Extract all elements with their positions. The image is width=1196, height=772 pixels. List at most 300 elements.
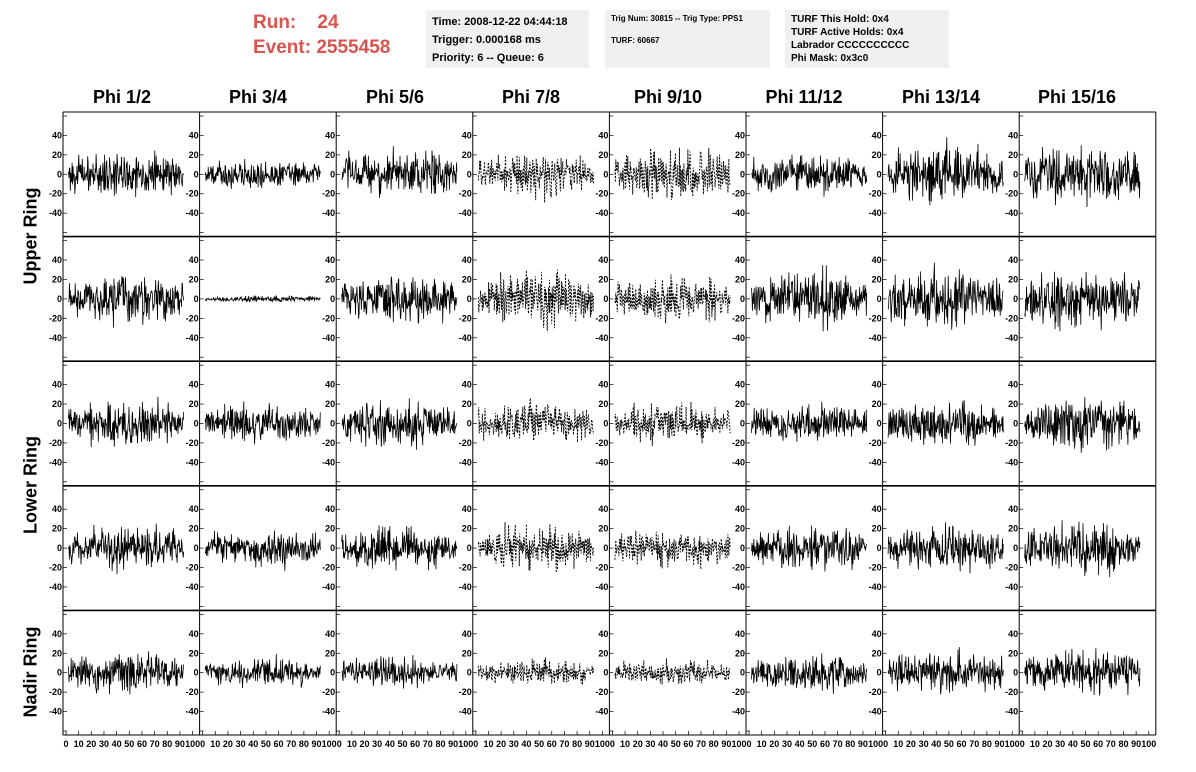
x-tick-label: 10 xyxy=(893,739,904,749)
y-tick-label: 20 xyxy=(461,149,472,160)
y-tick-label: 0 xyxy=(466,293,472,304)
y-tick-label: 0 xyxy=(56,169,62,180)
y-tick-label: 0 xyxy=(1013,543,1019,554)
y-tick-label: -40 xyxy=(868,457,882,468)
x-tick-label: 90 xyxy=(1131,739,1142,749)
waveform-trace-r3-c0 xyxy=(69,524,184,575)
y-tick-label: -20 xyxy=(731,437,745,448)
y-tick-label: 0 xyxy=(330,667,336,678)
x-tick-label: 50 xyxy=(534,739,545,749)
x-tick-label: 50 xyxy=(397,739,408,749)
y-tick-label: 20 xyxy=(871,523,882,534)
y-tick-label: -20 xyxy=(48,188,62,199)
y-tick-label: 0 xyxy=(739,293,745,304)
y-tick-label: -40 xyxy=(458,332,472,343)
turf-active-holds-text: TURF Active Holds: 0x4 xyxy=(791,27,904,38)
y-tick-label: 20 xyxy=(188,399,199,410)
waveform-trace-r0-c4 xyxy=(615,148,730,200)
y-tick-label: 40 xyxy=(51,379,62,390)
x-tick-label: 100 xyxy=(868,739,884,749)
x-tick-label: 20 xyxy=(359,739,370,749)
y-tick-label: -40 xyxy=(1005,208,1019,219)
y-tick-label: -20 xyxy=(322,437,336,448)
x-tick-label: 60 xyxy=(956,739,967,749)
x-tick-label: 80 xyxy=(162,739,173,749)
x-tick-label: 50 xyxy=(1080,739,1091,749)
x-tick-label: 40 xyxy=(248,739,259,749)
waveform-trace-r0-c5 xyxy=(752,155,867,197)
y-tick-label: 40 xyxy=(51,504,62,515)
waveform-trace-r0-c6 xyxy=(888,137,1003,205)
y-tick-label: 20 xyxy=(598,399,609,410)
phi-header-7-8: Phi 7/8 xyxy=(501,87,561,107)
x-tick-label: 70 xyxy=(1105,739,1116,749)
x-tick-label: 80 xyxy=(298,739,309,749)
x-tick-label: 20 xyxy=(86,739,97,749)
upper-ring-label: Upper Ring xyxy=(20,187,41,285)
y-tick-label: -40 xyxy=(48,581,62,592)
y-tick-label: -20 xyxy=(458,188,472,199)
y-tick-label: 40 xyxy=(325,504,336,515)
y-tick-label: 20 xyxy=(325,523,336,534)
phi-mask-text: Phi Mask: 0x3c0 xyxy=(791,53,869,64)
waveform-trace-r4-c1 xyxy=(205,654,320,688)
y-tick-label: -40 xyxy=(322,581,336,592)
y-tick-label: 0 xyxy=(193,667,199,678)
y-tick-label: 20 xyxy=(461,399,472,410)
x-tick-label: 40 xyxy=(794,739,805,749)
y-tick-label: 40 xyxy=(461,628,472,639)
x-tick-label: 80 xyxy=(435,739,446,749)
lower-ring-label: Lower Ring xyxy=(20,436,41,534)
x-tick-label: 20 xyxy=(222,739,233,749)
phi-header-1-2: Phi 1/2 xyxy=(92,87,152,107)
x-tick-label: 0 xyxy=(473,739,479,749)
y-tick-label: 20 xyxy=(1008,399,1019,410)
y-tick-label: 20 xyxy=(1008,149,1019,160)
y-tick-label: 20 xyxy=(734,274,745,285)
y-tick-label: 0 xyxy=(330,543,336,554)
y-tick-label: 0 xyxy=(603,667,609,678)
priority-text: Priority: 6 -- Queue: 6 xyxy=(432,52,544,64)
y-tick-label: 20 xyxy=(598,523,609,534)
y-tick-label: -20 xyxy=(731,188,745,199)
x-tick-label: 0 xyxy=(1019,739,1025,749)
y-tick-label: -40 xyxy=(731,208,745,219)
y-tick-label: 40 xyxy=(325,130,336,141)
y-tick-label: -40 xyxy=(868,208,882,219)
y-tick-label: 0 xyxy=(330,169,336,180)
x-tick-label: 100 xyxy=(185,739,201,749)
y-tick-label: 40 xyxy=(734,255,745,266)
x-tick-label: 20 xyxy=(1042,739,1053,749)
y-tick-label: 40 xyxy=(325,255,336,266)
phi-header-13-14: Phi 13/14 xyxy=(901,87,981,107)
x-tick-label: 20 xyxy=(905,739,916,749)
y-tick-label: 0 xyxy=(466,543,472,554)
y-tick-label: 40 xyxy=(598,628,609,639)
waveform-trace-r3-c4 xyxy=(615,531,730,570)
x-tick-label: 0 xyxy=(883,739,889,749)
y-tick-label: 40 xyxy=(51,130,62,141)
x-tick-label: 60 xyxy=(273,739,284,749)
y-tick-label: 0 xyxy=(603,418,609,429)
event-label: Event: xyxy=(253,37,312,58)
y-tick-label: 20 xyxy=(51,149,62,160)
y-tick-label: 40 xyxy=(51,255,62,266)
y-tick-label: 40 xyxy=(871,628,882,639)
waveform-trace-r1-c0 xyxy=(69,276,184,328)
y-tick-label: -40 xyxy=(322,457,336,468)
x-tick-label: 10 xyxy=(756,739,767,749)
x-tick-label: 80 xyxy=(845,739,856,749)
waveform-trace-r0-c3 xyxy=(478,155,593,203)
x-tick-label: 0 xyxy=(746,739,752,749)
y-tick-label: -40 xyxy=(48,706,62,717)
y-tick-label: -20 xyxy=(1005,687,1019,698)
trigger-text: Trigger: 0.000168 ms xyxy=(432,34,541,46)
x-tick-label: 30 xyxy=(98,739,109,749)
waveform-trace-r2-c5 xyxy=(752,402,867,442)
x-tick-label: 60 xyxy=(410,739,421,749)
x-tick-label: 60 xyxy=(683,739,694,749)
x-tick-label: 0 xyxy=(200,739,206,749)
x-tick-label: 20 xyxy=(632,739,643,749)
y-tick-label: 0 xyxy=(330,418,336,429)
y-tick-label: 0 xyxy=(330,293,336,304)
y-tick-label: -40 xyxy=(595,581,609,592)
y-tick-label: -20 xyxy=(48,687,62,698)
y-tick-label: 0 xyxy=(1013,293,1019,304)
y-tick-label: 40 xyxy=(598,504,609,515)
y-tick-label: -40 xyxy=(595,332,609,343)
y-tick-label: -40 xyxy=(1005,457,1019,468)
waveform-trace-r2-c2 xyxy=(342,398,457,450)
waveform-trace-r1-c3 xyxy=(478,270,593,331)
y-tick-label: 40 xyxy=(734,628,745,639)
y-tick-label: -20 xyxy=(185,188,199,199)
x-tick-label: 70 xyxy=(969,739,980,749)
x-tick-label: 20 xyxy=(769,739,780,749)
x-tick-label: 40 xyxy=(1067,739,1078,749)
x-tick-label: 60 xyxy=(1093,739,1104,749)
y-tick-label: 40 xyxy=(598,379,609,390)
y-tick-label: -40 xyxy=(1005,706,1019,717)
x-tick-label: 70 xyxy=(149,739,160,749)
waveform-trace-r2-c0 xyxy=(69,397,184,447)
y-tick-label: -20 xyxy=(322,188,336,199)
x-tick-label: 40 xyxy=(658,739,669,749)
waveform-trace-r4-c5 xyxy=(752,653,867,694)
y-tick-label: 0 xyxy=(739,543,745,554)
x-tick-label: 30 xyxy=(918,739,929,749)
y-tick-label: 20 xyxy=(734,149,745,160)
waveform-trace-r4-c0 xyxy=(69,651,184,694)
x-tick-label: 0 xyxy=(336,739,342,749)
y-tick-label: 40 xyxy=(188,255,199,266)
y-tick-label: 40 xyxy=(734,504,745,515)
y-tick-label: -20 xyxy=(595,313,609,324)
x-tick-label: 60 xyxy=(819,739,830,749)
x-tick-label: 10 xyxy=(346,739,357,749)
y-tick-label: 20 xyxy=(461,648,472,659)
y-tick-label: -40 xyxy=(185,208,199,219)
y-tick-label: -20 xyxy=(731,562,745,573)
x-tick-label: 50 xyxy=(807,739,818,749)
y-tick-label: 40 xyxy=(871,379,882,390)
x-tick-label: 40 xyxy=(111,739,122,749)
y-tick-label: 20 xyxy=(598,149,609,160)
y-tick-label: 20 xyxy=(188,274,199,285)
y-tick-label: 20 xyxy=(1008,648,1019,659)
x-tick-label: 80 xyxy=(708,739,719,749)
y-tick-label: 0 xyxy=(603,169,609,180)
x-tick-label: 30 xyxy=(235,739,246,749)
y-tick-label: 0 xyxy=(876,667,882,678)
y-tick-label: 40 xyxy=(188,504,199,515)
y-tick-label: 40 xyxy=(51,628,62,639)
x-tick-label: 10 xyxy=(73,739,84,749)
y-tick-label: -20 xyxy=(322,687,336,698)
y-tick-label: 40 xyxy=(461,130,472,141)
y-tick-label: 0 xyxy=(466,418,472,429)
x-tick-label: 20 xyxy=(496,739,507,749)
y-tick-label: 40 xyxy=(1008,255,1019,266)
y-tick-label: -40 xyxy=(868,332,882,343)
y-tick-label: -40 xyxy=(731,457,745,468)
y-tick-label: 20 xyxy=(734,523,745,534)
y-tick-label: -20 xyxy=(458,437,472,448)
y-tick-label: 20 xyxy=(871,648,882,659)
x-tick-label: 30 xyxy=(781,739,792,749)
y-tick-label: 0 xyxy=(466,169,472,180)
x-tick-label: 40 xyxy=(931,739,942,749)
x-tick-label: 0 xyxy=(609,739,615,749)
x-tick-label: 70 xyxy=(422,739,433,749)
y-tick-label: 20 xyxy=(325,149,336,160)
y-tick-label: 20 xyxy=(598,648,609,659)
y-tick-label: 40 xyxy=(325,628,336,639)
y-tick-label: -20 xyxy=(48,437,62,448)
y-tick-label: 20 xyxy=(871,399,882,410)
y-tick-label: 20 xyxy=(51,274,62,285)
y-tick-label: -40 xyxy=(1005,332,1019,343)
x-tick-label: 30 xyxy=(508,739,519,749)
trig-num-text: Trig Num: 30815 -- Trig Type: PPS1 xyxy=(611,14,743,23)
y-tick-label: -20 xyxy=(458,687,472,698)
y-tick-label: 20 xyxy=(325,648,336,659)
x-tick-label: 100 xyxy=(458,739,474,749)
x-tick-label: 90 xyxy=(857,739,868,749)
y-tick-label: 20 xyxy=(461,274,472,285)
y-tick-label: 0 xyxy=(56,667,62,678)
waveform-trace-r4-c3 xyxy=(478,657,593,684)
y-tick-label: -20 xyxy=(868,437,882,448)
y-tick-label: -20 xyxy=(185,562,199,573)
x-tick-label: 70 xyxy=(832,739,843,749)
waveform-trace-r1-c1 xyxy=(205,295,320,302)
y-tick-label: 40 xyxy=(871,130,882,141)
x-tick-label: 30 xyxy=(1055,739,1066,749)
y-tick-label: -40 xyxy=(595,208,609,219)
y-tick-label: -20 xyxy=(185,687,199,698)
y-tick-label: -40 xyxy=(48,457,62,468)
y-tick-label: 40 xyxy=(188,628,199,639)
waveform-trace-r0-c7 xyxy=(1025,145,1140,207)
x-tick-label: 30 xyxy=(372,739,383,749)
y-tick-label: 40 xyxy=(325,379,336,390)
phi-header-11-12: Phi 11/12 xyxy=(765,87,843,107)
y-tick-label: 40 xyxy=(871,504,882,515)
waveform-trace-r3-c5 xyxy=(752,526,867,572)
y-tick-label: -40 xyxy=(322,706,336,717)
y-tick-label: -20 xyxy=(868,562,882,573)
y-tick-label: 20 xyxy=(188,648,199,659)
y-tick-label: 40 xyxy=(1008,130,1019,141)
phi-header-5-6: Phi 5/6 xyxy=(365,87,425,107)
y-tick-label: -20 xyxy=(185,437,199,448)
y-tick-label: -20 xyxy=(48,562,62,573)
y-tick-label: -20 xyxy=(595,687,609,698)
y-tick-label: 40 xyxy=(188,130,199,141)
y-tick-label: 0 xyxy=(876,418,882,429)
y-tick-label: -20 xyxy=(1005,188,1019,199)
y-tick-label: -40 xyxy=(185,457,199,468)
x-tick-label: 10 xyxy=(483,739,494,749)
x-tick-label: 10 xyxy=(210,739,221,749)
y-tick-label: -20 xyxy=(322,562,336,573)
time-text: Time: 2008-12-22 04:44:18 xyxy=(432,16,568,28)
y-tick-label: -20 xyxy=(1005,313,1019,324)
y-tick-label: -20 xyxy=(595,437,609,448)
waveform-trace-r3-c7 xyxy=(1025,520,1140,577)
y-tick-label: 0 xyxy=(876,543,882,554)
y-tick-label: 0 xyxy=(739,667,745,678)
x-tick-label: 100 xyxy=(1004,739,1020,749)
waveform-trace-r1-c7 xyxy=(1025,272,1140,331)
waveform-trace-r2-c4 xyxy=(615,402,730,446)
waveform-trace-r1-c6 xyxy=(888,263,1003,330)
x-tick-label: 90 xyxy=(448,739,459,749)
y-tick-label: 0 xyxy=(1013,418,1019,429)
x-tick-label: 90 xyxy=(994,739,1005,749)
y-tick-label: -40 xyxy=(868,581,882,592)
y-tick-label: 0 xyxy=(193,169,199,180)
x-tick-label: 50 xyxy=(260,739,271,749)
y-tick-label: 40 xyxy=(461,379,472,390)
y-tick-label: 20 xyxy=(325,274,336,285)
x-tick-label: 10 xyxy=(1029,739,1040,749)
y-tick-label: -40 xyxy=(458,581,472,592)
y-tick-label: 0 xyxy=(603,293,609,304)
waveform-trace-r0-c1 xyxy=(205,159,320,189)
x-tick-label: 100 xyxy=(321,739,337,749)
y-tick-label: 20 xyxy=(51,523,62,534)
run-value: 24 xyxy=(317,12,339,33)
y-tick-label: -40 xyxy=(185,581,199,592)
y-tick-label: -20 xyxy=(868,687,882,698)
y-tick-label: 0 xyxy=(56,543,62,554)
y-tick-label: 20 xyxy=(1008,274,1019,285)
y-tick-label: -40 xyxy=(595,457,609,468)
y-tick-label: -40 xyxy=(731,581,745,592)
x-tick-label: 80 xyxy=(981,739,992,749)
phi-header-3-4: Phi 3/4 xyxy=(228,87,288,107)
x-tick-label: 60 xyxy=(546,739,557,749)
waveform-trace-r4-c6 xyxy=(888,647,1003,694)
x-tick-label: 90 xyxy=(311,739,322,749)
y-tick-label: -20 xyxy=(868,188,882,199)
x-tick-label: 0 xyxy=(63,739,69,749)
y-tick-label: -40 xyxy=(185,706,199,717)
y-tick-label: 20 xyxy=(188,149,199,160)
y-tick-label: 40 xyxy=(734,130,745,141)
x-tick-label: 50 xyxy=(943,739,954,749)
x-tick-label: 100 xyxy=(1141,739,1157,749)
waveform-trace-r0-c0 xyxy=(69,151,184,198)
y-tick-label: 0 xyxy=(739,418,745,429)
y-tick-label: 0 xyxy=(193,293,199,304)
y-tick-label: 40 xyxy=(1008,504,1019,515)
waveform-trace-r1-c4 xyxy=(615,274,730,323)
y-tick-label: 20 xyxy=(461,523,472,534)
waveform-trace-r4-c7 xyxy=(1025,648,1140,695)
y-tick-label: 40 xyxy=(871,255,882,266)
y-tick-label: 0 xyxy=(739,169,745,180)
event-value: 2555458 xyxy=(316,37,391,58)
y-tick-label: 40 xyxy=(461,504,472,515)
waveform-trace-r4-c4 xyxy=(615,658,730,684)
waveform-trace-r2-c6 xyxy=(888,400,1003,446)
y-tick-label: 20 xyxy=(598,274,609,285)
run-label: Run: xyxy=(253,12,297,33)
x-tick-label: 90 xyxy=(174,739,185,749)
y-tick-label: 0 xyxy=(193,418,199,429)
y-tick-label: -20 xyxy=(48,313,62,324)
waveform-trace-r2-c3 xyxy=(478,398,593,442)
y-tick-label: -40 xyxy=(1005,581,1019,592)
waveform-trace-r3-c1 xyxy=(205,530,320,571)
waveform-trace-r4-c2 xyxy=(342,655,457,689)
x-tick-label: 100 xyxy=(594,739,610,749)
phi-header-9-10: Phi 9/10 xyxy=(633,87,703,107)
y-tick-label: 0 xyxy=(193,543,199,554)
x-tick-label: 70 xyxy=(696,739,707,749)
y-tick-label: 40 xyxy=(188,379,199,390)
y-tick-label: 20 xyxy=(325,399,336,410)
nadir-ring-label: Nadir Ring xyxy=(20,626,41,718)
y-tick-label: 20 xyxy=(734,399,745,410)
y-tick-label: -20 xyxy=(185,313,199,324)
y-tick-label: -40 xyxy=(868,706,882,717)
y-tick-label: 20 xyxy=(734,648,745,659)
x-tick-label: 40 xyxy=(384,739,395,749)
y-tick-label: 40 xyxy=(598,255,609,266)
y-tick-label: -20 xyxy=(1005,562,1019,573)
labrador-text: Labrador CCCCCCCCCC xyxy=(791,40,910,51)
y-tick-label: -40 xyxy=(322,332,336,343)
waveform-trace-r0-c2 xyxy=(342,146,457,198)
waveform-trace-r2-c1 xyxy=(205,401,320,444)
y-tick-label: -20 xyxy=(595,188,609,199)
y-tick-label: -40 xyxy=(458,457,472,468)
y-tick-label: -40 xyxy=(48,332,62,343)
y-tick-label: 40 xyxy=(1008,628,1019,639)
y-tick-label: -20 xyxy=(458,313,472,324)
y-tick-label: -40 xyxy=(458,208,472,219)
waveform-trace-r2-c7 xyxy=(1025,397,1140,453)
waveform-trace-r1-c5 xyxy=(752,265,867,331)
